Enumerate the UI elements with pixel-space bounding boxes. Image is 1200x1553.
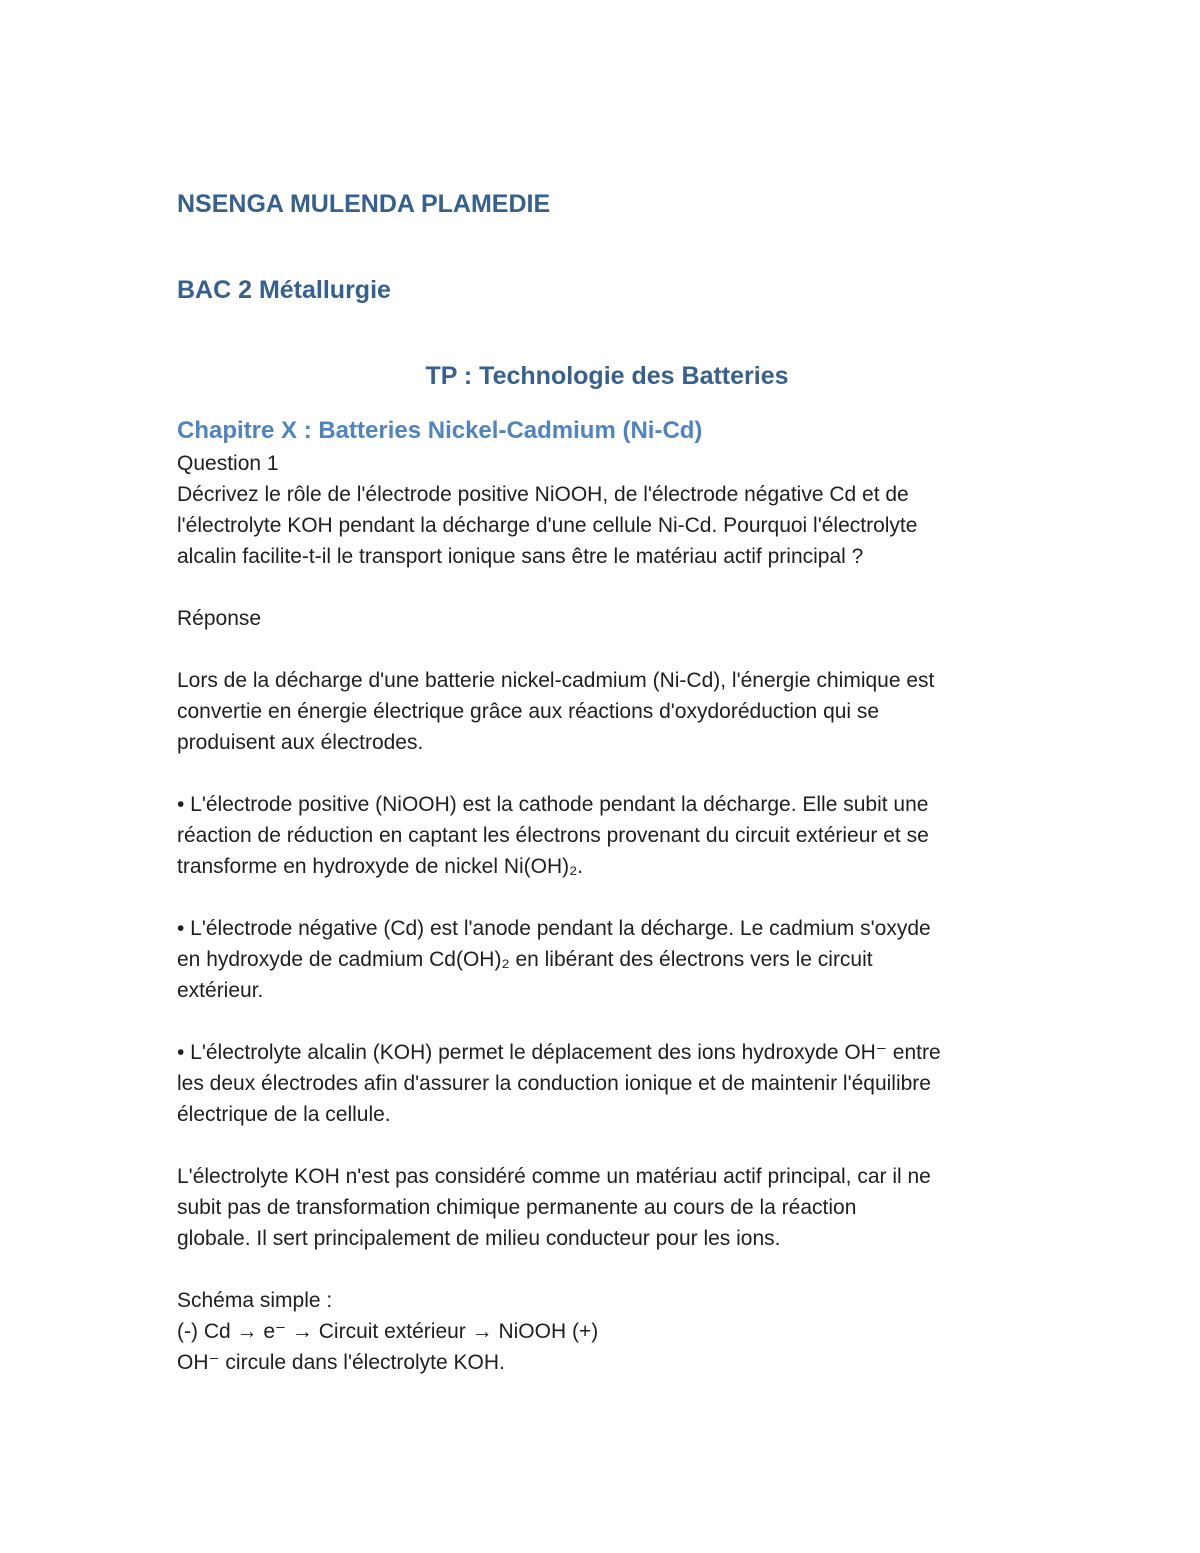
question-label: Question 1 — [177, 452, 279, 475]
document-content — [177, 186, 1037, 1378]
answer-intro: Lors de la décharge d'une batterie nickel-cadmium (Ni-Cd), l'énergie chimique est convertie en énergie électrique grâce aux réactions d'oxydoréduction qui se produisent aux électrodes. — [177, 669, 935, 754]
answer-label: Réponse — [177, 607, 262, 630]
bullet-negative-electrode: • L'électrode négative (Cd) est l'anode pendant la décharge. Le cadmium s'oxyde en hydroxyde de cadmium Cd(OH)₂ en libérant des électrons vers le circuit extérieur. — [177, 917, 931, 1002]
schema-line-1: (-) Cd → e⁻ → Circuit extérieur → NiOOH (+) — [177, 1320, 599, 1343]
bullet-electrolyte: • L'électrolyte alcalin (KOH) permet le déplacement des ions hydroxyde OH⁻ entre les deux électrodes afin d'assurer la conduction ionique et de maintenir l'équilibre électrique de la cellule. — [177, 1041, 941, 1126]
author-name: NSENGA MULENDA PLAMEDIE — [177, 190, 551, 218]
question-text: Décrivez le rôle de l'électrode positive NiOOH, de l'électrode négative Cd et de l'électrolyte KOH pendant la décharge d'une cellule Ni-Cd. Pourquoi l'électrolyte alcalin facilite-t-il le transport ionique sans être le matériau actif principal ? — [177, 483, 918, 568]
study-level: BAC 2 Métallurgie — [177, 276, 391, 304]
bullet-positive-electrode: • L'électrode positive (NiOOH) est la cathode pendant la décharge. Elle subit une réaction de réduction en captant les électrons provenant du circuit extérieur et se transforme en hydroxyde de nickel Ni(OH)₂. — [177, 793, 929, 878]
chapter-title: Chapitre X : Batteries Nickel-Cadmium (Ni-Cd) — [177, 417, 703, 444]
schema-label: Schéma simple : — [177, 1289, 333, 1312]
answer-conclusion: L'électrolyte KOH n'est pas considéré comme un matériau actif principal, car il ne subit pas de transformation chimique permanente au cours de la réaction globale. Il sert principalement de milieu conducteur pour les ions. — [177, 1165, 931, 1250]
schema-line-2: OH⁻ circule dans l'électrolyte KOH. — [177, 1351, 505, 1374]
tp-title: TP : Technologie des Batteries — [425, 362, 789, 390]
